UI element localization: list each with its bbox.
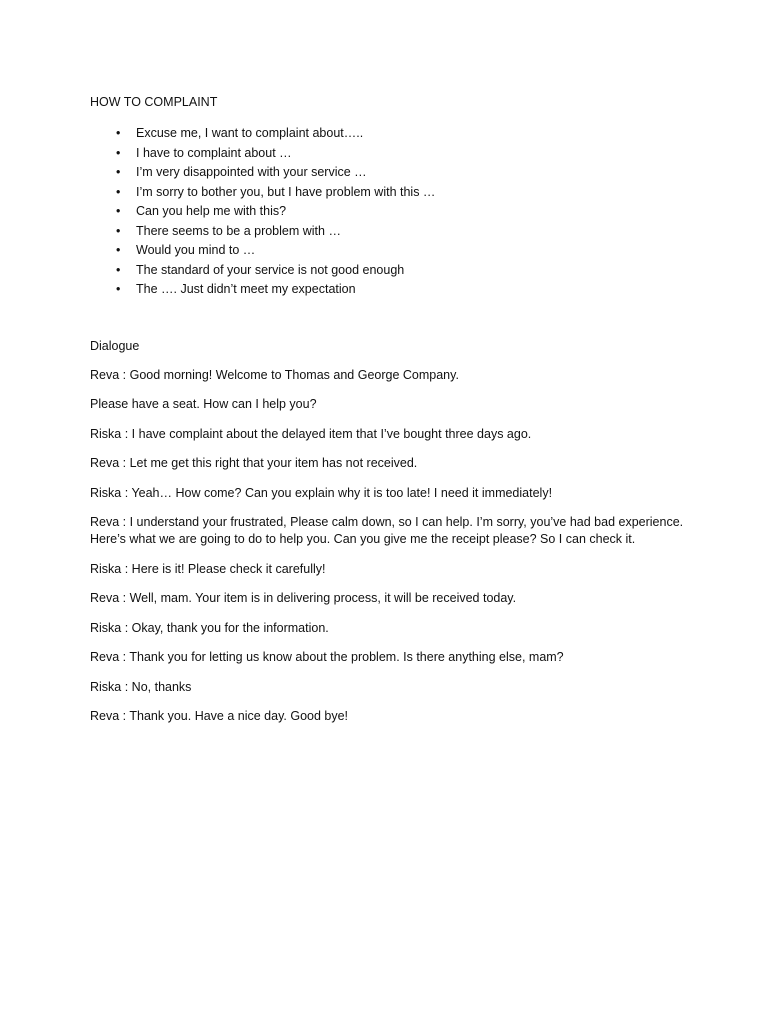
list-item <box>90 261 690 281</box>
bullet-icon: • <box>116 165 121 179</box>
list-item <box>90 163 690 183</box>
complaint-phrase-list <box>90 124 690 300</box>
dialogue-line: Reva : Well, mam. Your item is in delivering process, it will be received today. <box>90 591 517 605</box>
list-item <box>90 183 690 203</box>
list-item <box>90 144 690 164</box>
bullet-icon: • <box>116 262 121 277</box>
list-item <box>90 280 690 300</box>
dialogue-line: Riska : Here is it! Please check it carefully! <box>90 561 326 576</box>
phrase-text: Can you help me with this? <box>136 204 287 218</box>
page-title: HOW TO COMPLAINT <box>90 95 218 109</box>
phrase-text: The standard of your service is not good enough <box>136 262 405 277</box>
dialogue-line: Reva : Thank you for letting us know about the problem. Is there anything else, mam? <box>90 650 564 664</box>
bullet-icon: • <box>116 282 121 296</box>
list-item <box>90 222 690 242</box>
phrase-text: I’m sorry to bother you, but I have problem with this … <box>136 184 436 199</box>
list-item <box>90 202 690 222</box>
bullet-icon: • <box>116 145 121 160</box>
dialogue-line: Riska : Yeah… How come? Can you explain why it is too late! I need it immediately! <box>90 485 553 500</box>
dialogue-line: Reva : I understand your frustrated, Please calm down, so I can help. I’m sorry, you’ve had bad experience. Here’s what we are going to do to help you. Can you give me the receipt please? So I can check it. <box>90 515 684 546</box>
list-item <box>90 124 690 144</box>
dialogue-line: Riska : I have complaint about the delayed item that I’ve bought three days ago. <box>90 426 532 441</box>
dialogue-line: Riska : No, thanks <box>90 679 192 694</box>
dialogue-line: Please have a seat. How can I help you? <box>90 397 317 411</box>
bullet-icon: • <box>116 184 121 199</box>
phrase-text: The …. Just didn’t meet my expectation <box>136 282 356 296</box>
bullet-icon: • <box>116 243 121 257</box>
dialogue-line: Reva : Good morning! Welcome to Thomas and George Company. <box>90 367 459 382</box>
dialogue-line: Reva : Thank you. Have a nice day. Good bye! <box>90 709 349 723</box>
document-content <box>90 94 690 738</box>
dialogue <box>90 367 690 726</box>
dialogue-heading: Dialogue <box>90 338 140 353</box>
list-item <box>90 241 690 261</box>
bullet-icon: • <box>116 223 121 238</box>
dialogue-line: Riska : Okay, thank you for the information. <box>90 620 329 635</box>
bullet-icon: • <box>116 126 121 140</box>
phrase-text: There seems to be a problem with … <box>136 223 341 238</box>
phrase-text: Would you mind to … <box>136 243 256 257</box>
dialogue-line: Reva : Let me get this right that your item has not received. <box>90 456 418 470</box>
phrase-text: I’m very disappointed with your service … <box>136 165 367 179</box>
phrase-text: I have to complaint about … <box>136 145 292 160</box>
bullet-icon: • <box>116 204 121 218</box>
phrase-text: Excuse me, I want to complaint about….. <box>136 126 364 140</box>
